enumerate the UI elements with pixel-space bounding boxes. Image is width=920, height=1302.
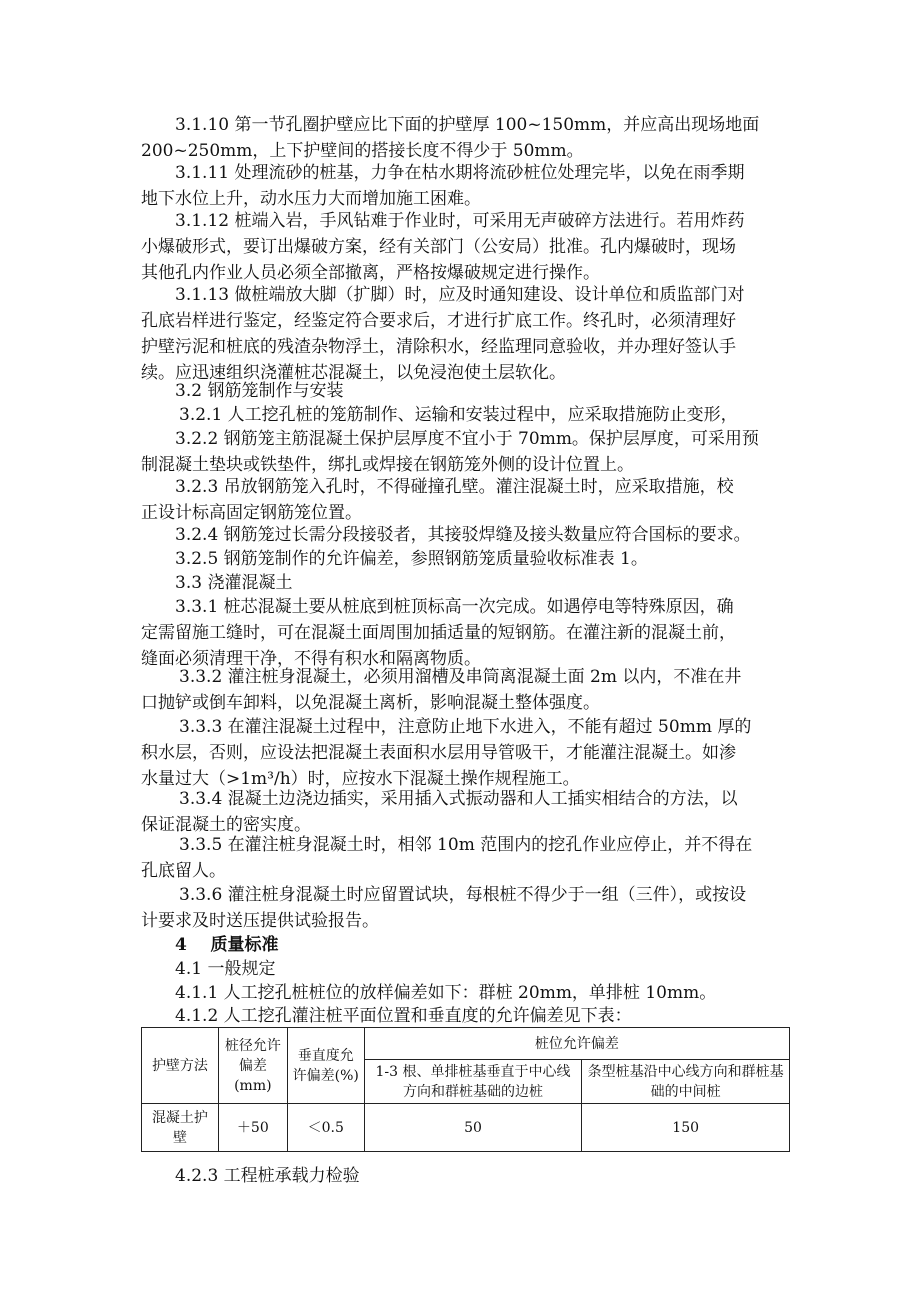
- section-heading-4-1: [141, 956, 781, 982]
- paragraph-3-2-4: [141, 522, 781, 548]
- paragraph-3-1-10: [141, 112, 781, 164]
- paragraph-3-2-5: [141, 546, 781, 572]
- cell-edge-position: 50: [364, 1104, 582, 1152]
- header-verticality-tolerance: 垂直度允许偏差(%): [287, 1028, 364, 1104]
- table-row: [142, 1104, 790, 1152]
- header-diameter-tolerance: 桩径允许偏差(mm): [218, 1028, 287, 1104]
- text-line: 3.3.6 灌注桩身混凝土时应留置试块，每根桩不得少于一组（三件），或按设: [179, 885, 747, 905]
- text-line: 4 质量标准: [175, 935, 279, 955]
- paragraph-3-2-1: [141, 402, 781, 428]
- text-line: 保证混凝土的密实度。: [141, 815, 311, 835]
- text-line: 孔底岩样进行鉴定，经鉴定符合要求后，才进行扩底工作。终孔时，必须清理好: [141, 311, 736, 331]
- text-line: 3.1.12 桩端入岩，手风钻难于作业时，可采用无声破碎方法进行。若用炸药: [175, 211, 745, 231]
- text-line: 水量过大（>1m³/h）时，应按水下混凝土操作规程施工。: [141, 769, 580, 789]
- text-line: 制混凝土垫块或铁垫件，绑扎或焊接在钢筋笼外侧的设计位置上。: [141, 455, 634, 475]
- text-line: 缝面必须清理干净，不得有积水和隔离物质。: [141, 649, 481, 669]
- subheader-middle-piles: 条型桩基沿中心线方向和群桩基础的中间桩: [582, 1060, 790, 1104]
- paragraph-3-3-3: [141, 714, 781, 792]
- text-line: 3.3.2 灌注桩身混凝土，必须用溜槽及串筒离混凝土面 2m 以内，不准在井: [179, 667, 742, 687]
- paragraph-3-3-2: [141, 664, 781, 716]
- text-line: 200~250mm，上下护壁间的搭接长度不得少于 50mm。: [141, 141, 584, 161]
- text-line: 3.2 钢筋笼制作与安装: [175, 381, 344, 401]
- section-heading-3-2: [141, 378, 781, 404]
- paragraph-3-2-2: [141, 426, 781, 478]
- text-line: 3.1.11 处理流砂的桩基，力争在枯水期将流砂桩位处理完毕，以免在雨季期: [175, 163, 745, 183]
- table-header-row: [142, 1028, 790, 1060]
- text-line: 3.3.5 在灌注桩身混凝土时，相邻 10m 范围内的挖孔作业应停止，并不得在: [179, 835, 753, 855]
- text-line: 计要求及时送压提供试验报告。: [141, 911, 379, 931]
- text-line: 4.1.2 人工挖孔灌注桩平面位置和垂直度的允许偏差见下表：: [175, 1006, 632, 1026]
- paragraph-3-3-1: [141, 594, 781, 672]
- text-line: 定需留施工缝时，可在混凝土面周围加插适量的短钢筋。在灌注新的混凝土前，: [141, 623, 736, 643]
- text-line: 口抛铲或倒车卸料，以免混凝土离析，影响混凝土整体强度。: [141, 693, 600, 713]
- text-line: 3.2.4 钢筋笼过长需分段接驳者，其接驳焊缝及接头数量应符合国标的要求。: [175, 525, 751, 545]
- text-line: 4.1.1 人工挖孔桩桩位的放样偏差如下：群桩 20mm，单排桩 10mm。: [175, 983, 717, 1003]
- text-line: 3.3 浇灌混凝土: [175, 573, 293, 593]
- section-heading-4: [141, 932, 781, 958]
- text-line: 4.2.3 工程桩承载力检验: [175, 1166, 360, 1186]
- text-line: 积水层，否则，应设法把混凝土表面积水层用导管吸干，才能灌注混凝土。如渗: [141, 743, 736, 763]
- text-line: 3.3.4 混凝土边浇边插实，采用插入式振动器和人工插实相结合的方法，以: [179, 789, 738, 809]
- paragraph-3-1-11: [141, 160, 781, 212]
- text-line: 3.1.13 做桩端放大脚（扩脚）时，应及时通知建设、设计单位和质监部门对: [175, 285, 745, 305]
- text-line: 3.2.5 钢筋笼制作的允许偏差，参照钢筋笼质量验收标准表 1。: [175, 549, 648, 569]
- text-line: 3.3.3 在灌注混凝土过程中，注意防止地下水进入，不能有超过 50mm 厚的: [179, 717, 752, 737]
- text-line: 3.2.1 人工挖孔桩的笼筋制作、运输和安装过程中，应采取措施防止变形，: [179, 405, 738, 425]
- header-position-tolerance: 桩位允许偏差: [364, 1028, 789, 1060]
- text-line: 3.2.3 吊放钢筋笼入孔时，不得碰撞孔壁。灌注混凝土时，应采取措施，校: [175, 477, 734, 497]
- paragraph-3-3-5: [141, 832, 781, 884]
- text-line: 其他孔内作业人员必须全部撤离，严格按爆破规定进行操作。: [141, 263, 600, 283]
- cell-diameter: ＋50: [218, 1104, 287, 1152]
- text-line: 地下水位上升，动水压力大而增加施工困难。: [141, 189, 481, 209]
- text-line: 护壁污泥和桩底的残渣杂物浮土，清除积水，经监理同意验收，并办理好签认手: [141, 337, 736, 357]
- text-line: 3.1.10 第一节孔圈护壁应比下面的护壁厚 100~150mm，并应高出现场地面: [175, 115, 760, 135]
- cell-wall-method: 混凝土护壁: [142, 1104, 219, 1152]
- text-line: 续。应迅速组织浇灌桩芯混凝土，以免浸泡使土层软化。: [141, 363, 566, 383]
- paragraph-3-3-4: [141, 786, 781, 838]
- text-line: 小爆破形式，要订出爆破方案，经有关部门（公安局）批准。孔内爆破时，现场: [141, 237, 736, 257]
- subheader-edge-piles: 1-3 根、单排桩基垂直于中心线方向和群桩基础的边桩: [364, 1060, 582, 1104]
- text-line: 4.1 一般规定: [175, 959, 276, 979]
- pile-tolerance-table: [141, 1027, 790, 1152]
- paragraph-3-3-6: [141, 882, 781, 934]
- paragraph-3-1-12: [141, 208, 781, 286]
- text-line: 孔底留人。: [141, 861, 226, 881]
- paragraph-4-2-3: [141, 1163, 781, 1189]
- section-heading-3-3: [141, 570, 781, 596]
- cell-middle-position: 150: [582, 1104, 790, 1152]
- paragraph-3-2-3: [141, 474, 781, 526]
- cell-verticality: ＜0.5: [287, 1104, 364, 1152]
- paragraph-4-1-2: [141, 1003, 781, 1029]
- text-line: 3.2.2 钢筋笼主筋混凝土保护层厚度不宜小于 70mm。保护层厚度，可采用预: [175, 429, 759, 449]
- text-line: 3.3.1 桩芯混凝土要从桩底到桩顶标高一次完成。如遇停电等特殊原因，确: [175, 597, 734, 617]
- header-wall-method: 护壁方法: [142, 1028, 219, 1104]
- paragraph-3-1-13: [141, 282, 781, 386]
- text-line: 正设计标高固定钢筋笼位置。: [141, 503, 362, 523]
